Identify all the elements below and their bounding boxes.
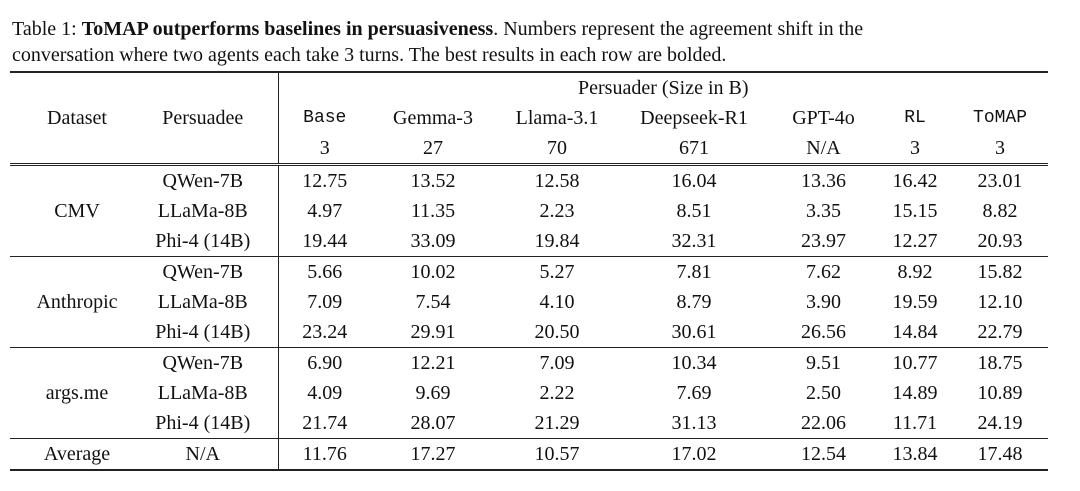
value-cell: 28.07 [410, 411, 456, 434]
header-persuadee: Persuadee [128, 103, 278, 133]
value-cell: 31.13 [671, 411, 717, 434]
value-cell: 20.93 [977, 229, 1023, 252]
value-cell: 11.71 [892, 411, 938, 434]
value-cell: 7.81 [619, 257, 769, 288]
value-cell: 7.09 [307, 290, 343, 313]
value-cell: 5.27 [495, 257, 619, 288]
header-row-sizes [10, 133, 1048, 165]
persuadee-cell: LLaMa-8B [128, 196, 278, 226]
caption-text-line2: conversation where two agents each take 3 turns. The best results in each row are bolded. [12, 44, 727, 66]
average-row [10, 439, 1048, 471]
value-cell: 21.29 [534, 411, 580, 434]
table-row [10, 378, 1048, 408]
header-blank-dataset-2 [10, 133, 128, 165]
value-cell: 23.24 [302, 320, 348, 343]
header-model-size: 671 [679, 136, 709, 159]
header-model-size: 3 [995, 136, 1006, 159]
dataset-cell: Anthropic [10, 257, 128, 348]
table-row [10, 257, 1048, 288]
value-cell: 6.90 [278, 348, 371, 379]
value-cell: 16.42 [878, 165, 952, 197]
dataset-cell: args.me [10, 348, 128, 439]
value-cell: 18.75 [952, 348, 1048, 379]
value-cell: 9.69 [415, 381, 451, 404]
persuadee-cell: QWen-7B [128, 257, 278, 288]
caption-text-line1: . Numbers represent the agreement shift in the [493, 18, 864, 40]
header-model-size: 3 [910, 136, 920, 159]
average-value-cell: 17.27 [371, 439, 495, 471]
value-cell: 22.79 [977, 320, 1023, 343]
value-cell: 8.92 [878, 257, 952, 288]
header-model-size: 27 [423, 136, 443, 159]
results-table [10, 71, 1048, 471]
value-cell: 12.75 [278, 165, 371, 197]
header-dataset: Dataset [47, 106, 107, 129]
value-cell: 19.59 [892, 290, 938, 313]
caption-label: Table 1: [12, 18, 77, 40]
value-cell: 12.10 [977, 290, 1023, 313]
header-blank-dataset [10, 72, 128, 103]
header-model-name: GPT-4o [792, 106, 855, 129]
value-cell: 19.44 [302, 229, 348, 252]
value-cell: 15.15 [892, 199, 938, 222]
value-cell: 7.62 [769, 257, 878, 288]
table-row [10, 348, 1048, 379]
average-value-cell: 10.57 [495, 439, 619, 471]
value-cell: 2.22 [539, 381, 575, 404]
value-cell: 3.90 [806, 290, 841, 313]
value-cell: 7.09 [495, 348, 619, 379]
persuadee-cell: LLaMa-8B [128, 378, 278, 408]
value-cell: 14.84 [892, 320, 938, 343]
persuadee-cell: Phi-4 (14B) [128, 226, 278, 257]
value-cell: 8.82 [982, 199, 1018, 222]
table-row [10, 408, 1048, 439]
value-cell: 10.02 [371, 257, 495, 288]
header-model-name: Deepseek-R1 [640, 106, 748, 129]
average-value-cell: 11.76 [278, 439, 371, 471]
value-cell: 12.21 [371, 348, 495, 379]
average-label: Average [10, 439, 128, 471]
persuadee-cell: Phi-4 (14B) [128, 408, 278, 439]
header-row-models [10, 103, 1048, 133]
header-model-name: RL [904, 108, 926, 128]
value-cell: 24.19 [977, 411, 1023, 434]
header-persuader-group: Persuader (Size in B) [278, 72, 1048, 103]
value-cell: 3.35 [806, 199, 841, 222]
average-value-cell: 13.84 [878, 439, 952, 471]
persuadee-cell: LLaMa-8B [128, 287, 278, 317]
value-cell: 4.09 [307, 381, 343, 404]
value-cell: 30.61 [671, 320, 717, 343]
table-row [10, 317, 1048, 348]
value-cell: 4.10 [539, 290, 575, 313]
value-cell: 21.74 [302, 411, 348, 434]
value-cell: 5.66 [278, 257, 371, 288]
table-row [10, 226, 1048, 257]
value-cell: 8.51 [676, 199, 712, 222]
average-value-cell: 17.48 [952, 439, 1048, 471]
table-row [10, 196, 1048, 226]
header-model-name: Llama-3.1 [515, 106, 599, 129]
value-cell: 29.91 [410, 320, 456, 343]
value-cell: 22.06 [801, 411, 846, 434]
value-cell: 19.84 [534, 229, 580, 252]
header-model-name: ToMAP [973, 108, 1028, 128]
value-cell: 23.01 [952, 165, 1048, 197]
value-cell: 2.23 [539, 199, 575, 222]
value-cell: 4.97 [307, 199, 343, 222]
persuadee-cell: QWen-7B [128, 348, 278, 379]
value-cell: 7.54 [415, 290, 451, 313]
value-cell: 10.89 [977, 381, 1023, 404]
value-cell: 9.51 [769, 348, 878, 379]
header-model-name: Gemma-3 [393, 106, 473, 129]
average-value-cell: 12.54 [769, 439, 878, 471]
table-caption [12, 16, 1072, 68]
header-model-name: Base [303, 108, 347, 128]
header-blank-persuadee [128, 72, 278, 103]
value-cell: 26.56 [801, 320, 846, 343]
average-persuadee: N/A [128, 439, 278, 471]
table-row [10, 165, 1048, 197]
caption-bold-text: ToMAP outperforms baselines in persuasiveness [81, 18, 494, 40]
value-cell: 15.82 [952, 257, 1048, 288]
value-cell: 7.69 [676, 381, 712, 404]
value-cell: 11.35 [410, 199, 456, 222]
header-blank-persuadee-2 [128, 133, 278, 165]
persuadee-cell: Phi-4 (14B) [128, 317, 278, 348]
average-value-cell: 17.02 [619, 439, 769, 471]
header-model-size: 70 [547, 136, 567, 159]
value-cell: 23.97 [801, 229, 846, 252]
value-cell: 12.27 [892, 229, 938, 252]
dataset-cell: CMV [10, 165, 128, 257]
header-model-size: 3 [319, 136, 330, 159]
value-cell: 13.36 [769, 165, 878, 197]
value-cell: 16.04 [619, 165, 769, 197]
persuadee-cell: QWen-7B [128, 165, 278, 197]
header-model-size: N/A [806, 136, 841, 159]
value-cell: 33.09 [410, 229, 456, 252]
value-cell: 10.34 [619, 348, 769, 379]
value-cell: 32.31 [671, 229, 717, 252]
value-cell: 2.50 [806, 381, 841, 404]
value-cell: 13.52 [371, 165, 495, 197]
value-cell: 8.79 [676, 290, 712, 313]
header-row-group [10, 72, 1048, 103]
value-cell: 12.58 [495, 165, 619, 197]
value-cell: 14.89 [892, 381, 938, 404]
value-cell: 10.77 [878, 348, 952, 379]
value-cell: 20.50 [534, 320, 580, 343]
table-row [10, 287, 1048, 317]
